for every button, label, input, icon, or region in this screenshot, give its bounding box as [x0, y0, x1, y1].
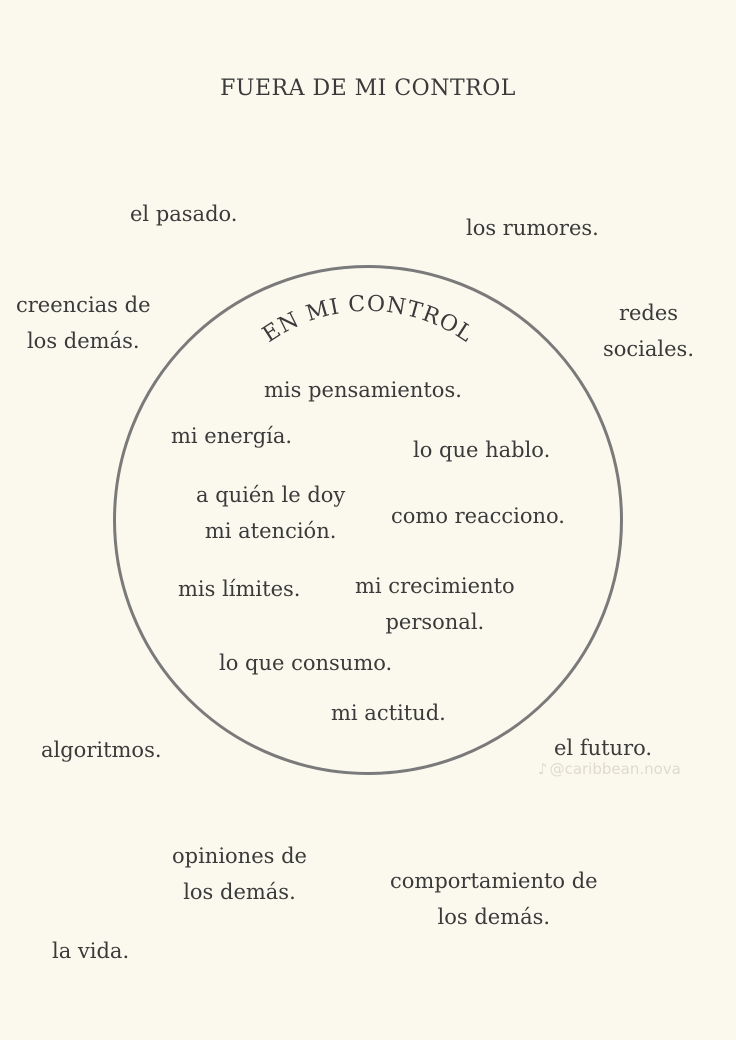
inside-item-crecimiento-line-1: mi crecimiento — [355, 574, 515, 598]
outside-item-redes-sociales — [603, 295, 694, 367]
outside-item-opiniones-line-2: los demás. — [183, 880, 296, 904]
outside-item-opiniones-line-1: opiniones de — [172, 844, 307, 868]
outside-item-la-vida: la vida. — [52, 939, 130, 963]
inside-item-energia: mi energía. — [171, 424, 293, 448]
tiktok-icon: ♪ — [538, 760, 548, 778]
inside-item-reacciono: como reacciono. — [391, 504, 565, 528]
inside-item-pensamientos: mis pensamientos. — [264, 378, 462, 402]
outside-item-el-pasado: el pasado. — [130, 202, 238, 226]
inside-item-crecimiento-line-2: personal. — [385, 610, 485, 634]
outside-item-redes-line-1: redes — [618, 301, 679, 325]
outside-item-comportamiento-line-1: comportamiento de — [390, 869, 598, 893]
page-title: FUERA DE MI CONTROL — [220, 76, 516, 101]
outside-item-algoritmos: algoritmos. — [41, 738, 162, 762]
inside-item-hablo: lo que hablo. — [413, 438, 551, 462]
outside-item-redes-line-2: sociales. — [603, 337, 695, 361]
outside-item-los-rumores: los rumores. — [466, 216, 599, 240]
inside-item-crecimiento — [355, 568, 515, 640]
inside-item-actitud: mi actitud. — [331, 701, 446, 725]
watermark-handle: @caribbean.nova — [549, 760, 681, 778]
outside-item-creencias — [16, 287, 151, 359]
outside-item-comportamiento-line-2: los demás. — [437, 905, 551, 929]
outside-item-el-futuro: el futuro. — [554, 736, 653, 760]
circle-title: EN MI CONTROL — [258, 291, 478, 348]
inside-item-limites: mis límites. — [178, 577, 301, 601]
inside-item-atencion-line-2: mi atención. — [204, 519, 337, 543]
outside-item-creencias-line-1: creencias de — [16, 293, 151, 317]
inside-item-atencion — [196, 477, 345, 549]
watermark — [538, 760, 681, 778]
outside-item-creencias-line-2: los demás. — [26, 329, 140, 353]
inside-item-consumo: lo que consumo. — [219, 651, 393, 675]
outside-item-opiniones — [172, 838, 307, 910]
outside-item-comportamiento — [390, 863, 598, 935]
inside-item-atencion-line-1: a quién le doy — [196, 483, 346, 507]
